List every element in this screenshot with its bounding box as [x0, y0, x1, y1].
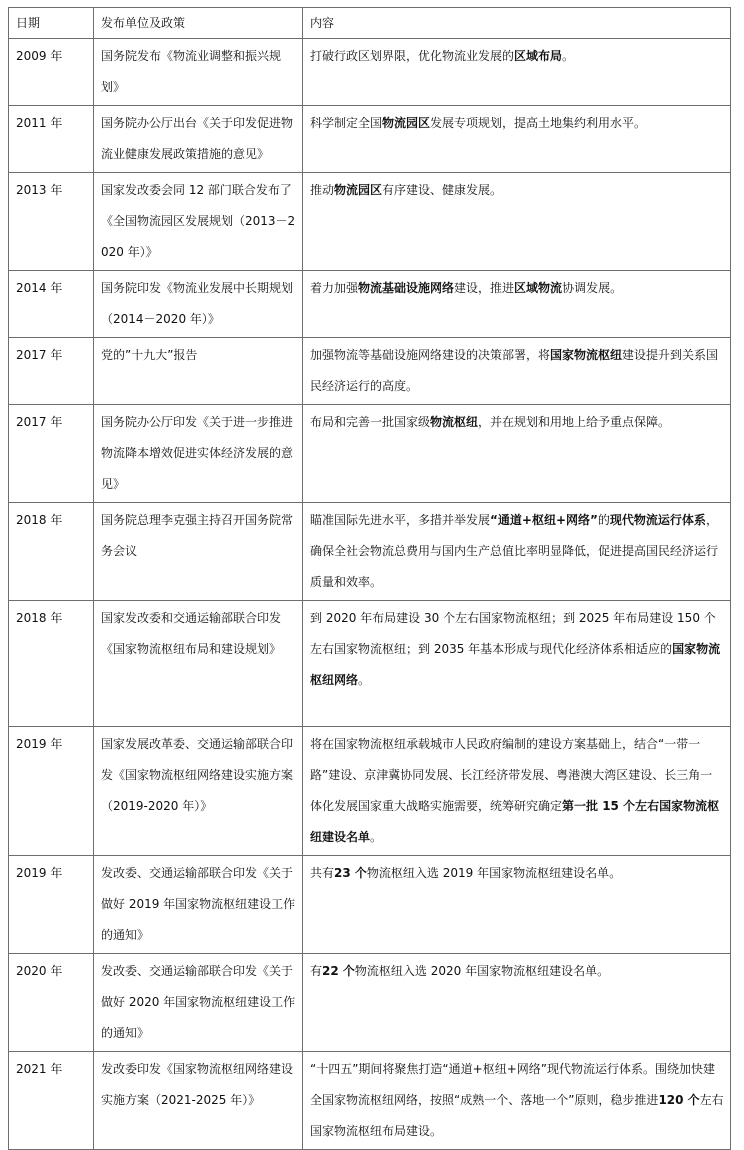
table-row	[9, 1052, 731, 1150]
content-text: ，确保全社会物流总费用与国内生产总值比率明显降低，促进提高国民经济运行质量和效率。	[310, 513, 719, 589]
content-text: 科学制定全国	[310, 116, 383, 130]
content-bold-text: 第一批 15 个左右国家物流枢纽建设名单	[310, 799, 720, 844]
content-text: ，并在规划和用地上给予重点保障。	[478, 415, 671, 429]
content-text: 的	[597, 513, 610, 527]
table-header-row	[9, 8, 731, 39]
content-text: 建设，推进	[454, 281, 515, 295]
content-bold-text: 物流园区	[334, 183, 383, 197]
table-row	[9, 39, 731, 106]
cell-content	[303, 856, 731, 954]
content-text: 将在国家物流枢纽承载城市人民政府编制的建设方案基础上，结合“一带一路”建设、京津冀协同发展、长江经济带发展、粤港澳大湾区建设、长三角一体化发展国家重大战略实施需要，统筹研究确定	[310, 737, 713, 813]
content-text: 物流枢纽入选 2020 年国家物流枢纽建设名单。	[354, 964, 610, 978]
content-text: 着力加强	[310, 281, 359, 295]
cell-date: 2013 年	[9, 173, 94, 271]
content-text: 瞄准国际先进水平，多措并举发展	[310, 513, 491, 527]
cell-content	[303, 954, 731, 1052]
table-row	[9, 405, 731, 503]
table-row	[9, 503, 731, 601]
content-text: 到 2020 年布局建设 30 个左右国家物流枢纽；到 2025 年布局建设 150 个左右国家物流枢纽；到 2035 年基本形成与现代化经济体系相适应的	[310, 611, 716, 656]
content-text: 有	[310, 964, 323, 978]
content-text: 发展专项规划，提高土地集约利用水平。	[430, 116, 647, 130]
cell-date: 2020 年	[9, 954, 94, 1052]
cell-date: 2021 年	[9, 1052, 94, 1150]
content-text: “十四五”期间将聚焦打造“通道+枢纽+网络”现代物流运行体系。围绕加快建全国家物流枢纽网络，按照“成熟一个、落地一个”原则，稳步推进	[310, 1062, 715, 1107]
cell-content	[303, 1052, 731, 1150]
content-text: 有序建设、健康发展。	[382, 183, 503, 197]
cell-issuer: 国务院办公厅出台《关于印发促进物流业健康发展政策措施的意见》	[94, 106, 303, 173]
cell-content	[303, 405, 731, 503]
cell-issuer: 发改委印发《国家物流枢纽网络建设实施方案（2021-2025 年）》	[94, 1052, 303, 1150]
cell-issuer: 国务院总理李克强主持召开国务院常务会议	[94, 503, 303, 601]
cell-content	[303, 173, 731, 271]
content-bold-text: 23 个	[334, 866, 367, 880]
cell-content	[303, 727, 731, 856]
content-text: 。	[358, 673, 371, 687]
header-content: 内容	[303, 8, 731, 39]
content-text: 加强物流等基础设施网络建设的决策部署，将	[310, 348, 551, 362]
content-bold-text: 区域物流	[514, 281, 563, 295]
cell-date: 2018 年	[9, 601, 94, 727]
table-row	[9, 271, 731, 338]
cell-issuer: 发改委、交通运输部联合印发《关于做好 2019 年国家物流枢纽建设工作的通知》	[94, 856, 303, 954]
policy-table-body	[9, 8, 731, 1150]
cell-issuer: 国家发改委会同 12 部门联合发布了《全国物流园区发展规划（2013－2020 年）》	[94, 173, 303, 271]
table-row	[9, 173, 731, 271]
content-bold-text: 120 个	[658, 1093, 700, 1107]
content-bold-text: 国家物流枢纽网络	[310, 642, 721, 687]
cell-content	[303, 338, 731, 405]
content-text: 布局和完善一批国家级	[310, 415, 431, 429]
cell-date: 2009 年	[9, 39, 94, 106]
cell-content	[303, 503, 731, 601]
cell-content	[303, 601, 731, 727]
cell-content	[303, 271, 731, 338]
cell-content	[303, 106, 731, 173]
cell-date: 2017 年	[9, 405, 94, 503]
table-row	[9, 106, 731, 173]
content-bold-text: 现代物流运行体系	[609, 513, 706, 527]
content-bold-text: 国家物流枢纽	[550, 348, 623, 362]
cell-issuer: 国家发改委和交通运输部联合印发《国家物流枢纽布局和建设规划》	[94, 601, 303, 727]
cell-date: 2019 年	[9, 727, 94, 856]
cell-issuer: 国务院发布《物流业调整和振兴规划》	[94, 39, 303, 106]
cell-issuer: 党的”十九大”报告	[94, 338, 303, 405]
policy-table	[8, 7, 731, 1150]
cell-content	[303, 39, 731, 106]
header-issuer: 发布单位及政策	[94, 8, 303, 39]
cell-issuer: 国家发展改革委、交通运输部联合印发《国家物流枢纽网络建设实施方案（2019-2020 年）》	[94, 727, 303, 856]
content-text: 推动	[310, 183, 335, 197]
cell-issuer: 国务院办公厅印发《关于进一步推进物流降本增效促进实体经济发展的意见》	[94, 405, 303, 503]
content-text: 。	[370, 830, 383, 844]
content-text: 打破行政区划界限，优化物流业发展的	[310, 49, 515, 63]
header-date: 日期	[9, 8, 94, 39]
cell-date: 2018 年	[9, 503, 94, 601]
cell-issuer: 国务院印发《物流业发展中长期规划（2014－2020 年）》	[94, 271, 303, 338]
table-row	[9, 601, 731, 727]
table-row	[9, 856, 731, 954]
cell-issuer: 发改委、交通运输部联合印发《关于做好 2020 年国家物流枢纽建设工作的通知》	[94, 954, 303, 1052]
table-row	[9, 954, 731, 1052]
cell-date: 2019 年	[9, 856, 94, 954]
table-row	[9, 338, 731, 405]
content-text: 左右国家物流枢纽布局建设。	[310, 1093, 724, 1138]
table-row	[9, 727, 731, 856]
cell-date: 2017 年	[9, 338, 94, 405]
content-bold-text: 物流枢纽	[430, 415, 479, 429]
content-text: 物流枢纽入选 2019 年国家物流枢纽建设名单。	[366, 866, 622, 880]
content-bold-text: 区域布局	[514, 49, 563, 63]
content-bold-text: 物流园区	[382, 116, 431, 130]
content-bold-text: 物流基础设施网络	[358, 281, 455, 295]
content-text: 共有	[310, 866, 335, 880]
cell-date: 2011 年	[9, 106, 94, 173]
content-text: 协调发展。	[562, 281, 623, 295]
content-bold-text: “通道+枢纽+网络”	[490, 513, 598, 527]
cell-date: 2014 年	[9, 271, 94, 338]
content-bold-text: 22 个	[322, 964, 355, 978]
content-text: 建设提升到关系国民经济运行的高度。	[310, 348, 719, 393]
content-text: 。	[562, 49, 575, 63]
